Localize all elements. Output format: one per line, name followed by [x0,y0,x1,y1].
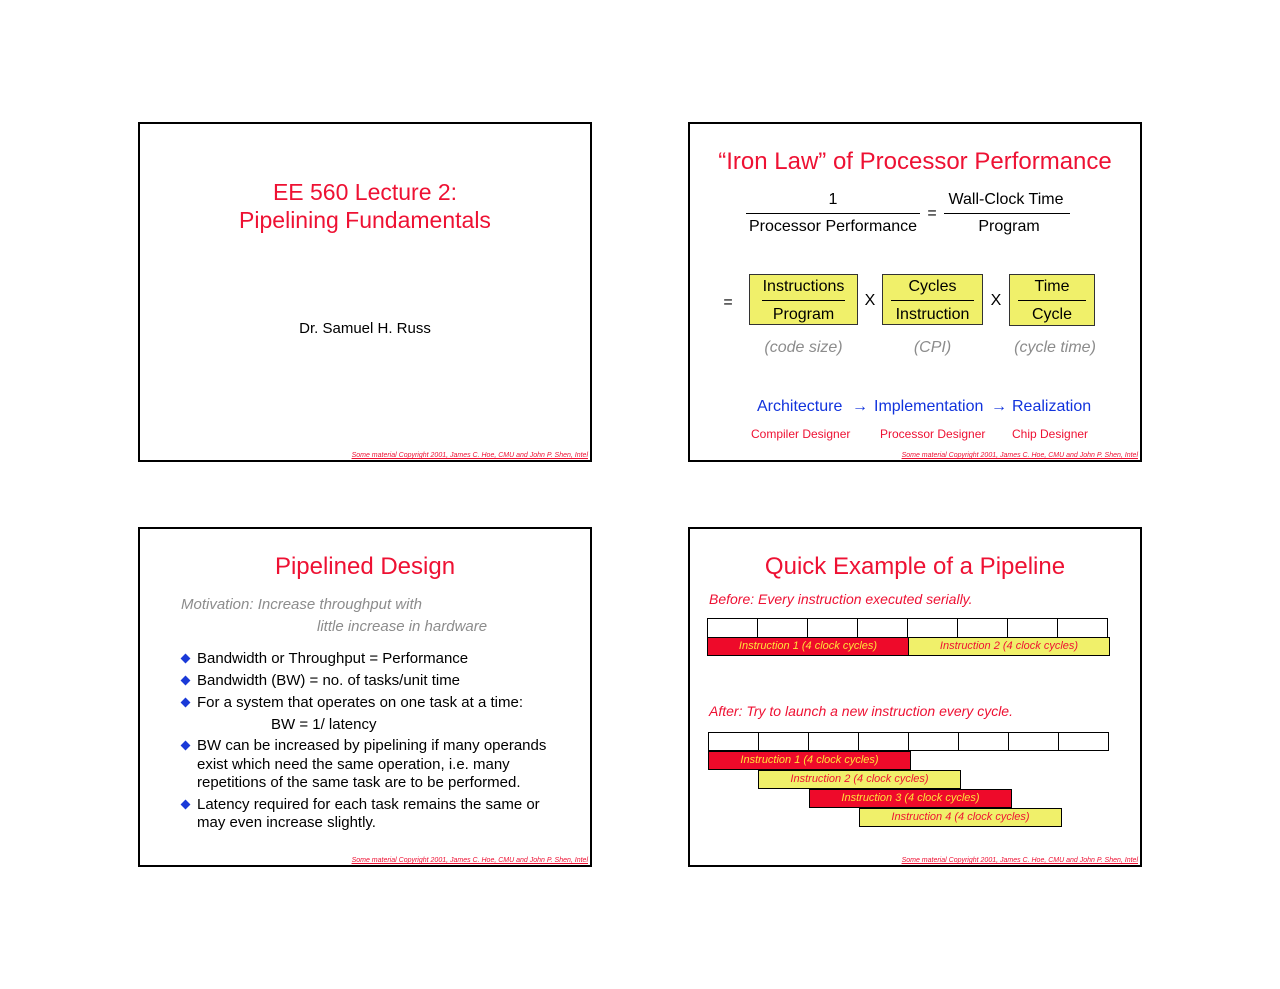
slide-2 [688,122,1142,462]
slide-3 [138,527,592,867]
bullet-4-line3: repetitions of the same task are to be performed. [197,774,521,791]
cycle-cell [907,618,958,638]
after-cycle-grid [708,732,1109,751]
slide3-title: Pipelined Design [274,553,456,580]
copyright-note: Some material Copyright 2001, James C. Hoe, CMU and John P. Shen, Intel [351,857,588,864]
before-instruction-2-bar: Instruction 2 (4 clock cycles) [908,637,1110,656]
bullet-diamond-icon [181,676,191,686]
bullet-diamond-icon [181,741,191,751]
copyright-note: Some material Copyright 2001, James C. Hoe, CMU and John P. Shen, Intel [351,452,588,459]
cycle-cell [958,732,1009,751]
bullet-3-sub: BW = 1/ latency [271,716,377,733]
motivation-line2: little increase in hardware [317,618,488,635]
cycle-cell [1008,732,1059,751]
times-sign-2: X [990,292,1002,309]
cycle-cell [808,732,859,751]
chip-designer-label: Chip Designer [1012,427,1089,441]
bullet-1 [197,650,468,668]
architecture-label: Architecture [757,398,843,415]
rhs-denominator: Program [978,218,1040,235]
cycle-cell [858,732,909,751]
box1-numerator: Instructions [762,278,845,295]
equals-sign-1: = [927,205,937,222]
arrow-1: → [852,398,868,415]
box1-denominator: Program [772,306,835,323]
after-instruction-3-bar: Instruction 3 (4 clock cycles) [809,789,1012,808]
bullet-3-text: For a system that operates on one task at a time: [197,694,523,711]
box3-numerator: Time [1034,278,1070,295]
bullet-5-line2: may even increase slightly. [197,814,376,831]
bullet-3 [197,694,523,712]
box3-denominator: Cycle [1031,306,1072,323]
after-caption: After: Try to launch a new instruction every cycle. [709,703,1013,719]
bullet-4-text: BW can be increased by pipelining if many operands [197,737,547,754]
copyright-note: Some material Copyright 2001, James C. Hoe, CMU and John P. Shen, Intel [901,452,1138,459]
cycle-cell [707,618,758,638]
motivation-line1: Motivation: Increase throughput with [181,596,422,613]
slide1-title-line1: EE 560 Lecture 2: [272,179,458,205]
slide-4 [688,527,1142,867]
cycle-cell [908,732,959,751]
cycle-cell [1058,732,1109,751]
cycle-cell [708,732,759,751]
cycle-cell [857,618,908,638]
cycle-cell [957,618,1008,638]
slide4-title: Quick Example of a Pipeline [764,553,1066,580]
bullet-5-text: Latency required for each task remains the same or [197,796,540,813]
time-per-cycle-box [1009,274,1095,326]
compiler-designer-label: Compiler Designer [751,427,851,441]
arrow-2: → [991,398,1007,415]
implementation-label: Implementation [874,398,984,415]
times-sign-1: X [864,292,876,309]
box1-bar [762,300,845,301]
bullet-4-line2: exist which need the same operation, i.e. many [197,756,510,773]
cycle-time-note: (cycle time) [1014,339,1096,356]
cpi-note: (CPI) [913,339,952,356]
slide2-title: “Iron Law” of Processor Performance [718,148,1112,175]
processor-designer-label: Processor Designer [880,427,986,441]
copyright-note: Some material Copyright 2001, James C. Hoe, CMU and John P. Shen, Intel [901,857,1138,864]
bullet-4 [197,737,546,755]
after-instruction-2-bar: Instruction 2 (4 clock cycles) [758,770,961,789]
lhs-numerator: 1 [828,191,838,208]
before-caption: Before: Every instruction executed serially. [709,591,973,607]
after-instruction-4-bar: Instruction 4 (4 clock cycles) [859,808,1062,827]
before-cycle-grid [707,618,1108,638]
box2-bar [891,300,974,301]
cycles-per-instruction-box [882,274,983,325]
rhs-numerator: Wall-Clock Time [948,191,1064,208]
code-size-note: (code size) [764,339,843,356]
slide1-author: Dr. Samuel H. Russ [299,320,431,337]
cycle-cell [807,618,858,638]
box2-numerator: Cycles [908,278,957,295]
bullet-5 [197,796,540,814]
cycle-cell [757,618,808,638]
box2-denominator: Instruction [895,306,970,323]
slide-1 [138,122,592,462]
before-instruction-1-bar: Instruction 1 (4 clock cycles) [707,637,909,656]
bullet-2 [197,672,460,690]
bullet-2-text: Bandwidth (BW) = no. of tasks/unit time [197,672,461,689]
bullet-diamond-icon [181,654,191,664]
bullet-1-text: Bandwidth or Throughput = Performance [197,650,469,667]
instructions-per-program-box [749,274,858,325]
cycle-cell [758,732,809,751]
box3-bar [1018,300,1086,301]
lhs-fraction-bar [746,213,920,214]
realization-label: Realization [1012,398,1092,415]
slide1-title-line2: Pipelining Fundamentals [239,207,491,233]
cycle-cell [1057,618,1108,638]
equals-sign-2: = [723,294,733,311]
cycle-cell [1007,618,1058,638]
after-instruction-1-bar: Instruction 1 (4 clock cycles) [708,751,911,770]
lhs-denominator: Processor Performance [748,218,918,235]
rhs-fraction-bar [944,213,1070,214]
bullet-diamond-icon [181,698,191,708]
bullet-diamond-icon [181,800,191,810]
